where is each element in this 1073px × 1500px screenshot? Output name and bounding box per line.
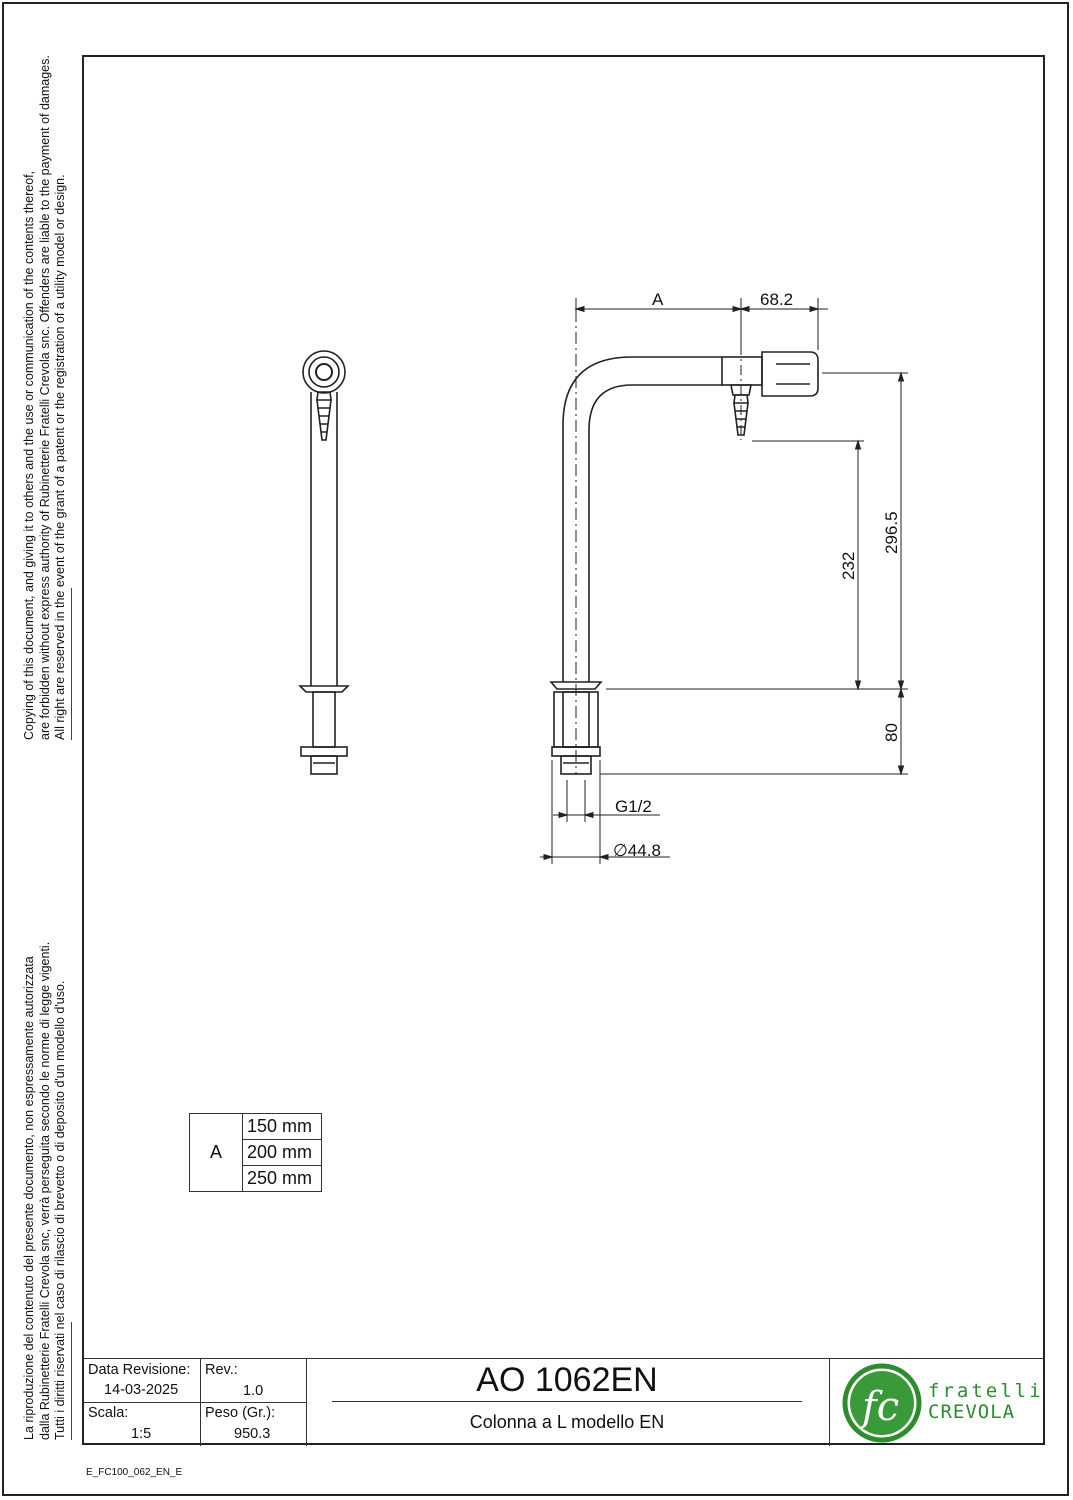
rev-date-label: Data Revisione: bbox=[88, 1362, 191, 1378]
logo-text-2: CREVOLA bbox=[928, 1401, 1016, 1423]
logo-mark: fc bbox=[862, 1384, 900, 1430]
dim-height-outlet: 232 bbox=[839, 551, 858, 580]
dim-thread: G1/2 bbox=[615, 797, 652, 816]
variant-value: 150 mm bbox=[243, 1114, 322, 1140]
logo-text-1: fratelli bbox=[928, 1380, 1044, 1402]
rev-label: Rev.: bbox=[205, 1362, 238, 1378]
dimension-lines bbox=[540, 298, 908, 864]
front-view bbox=[551, 310, 818, 775]
variants-table bbox=[189, 1113, 322, 1192]
weight-value: 950.3 bbox=[234, 1426, 271, 1442]
rev-value: 1.0 bbox=[243, 1383, 264, 1399]
notice-en-line: are forbidden without express authority of Rubinetterie Fratelli Crevola snc. Offenders are liable to the payment of damages. bbox=[37, 55, 52, 740]
side-view bbox=[300, 351, 348, 774]
notice-en-line: All right are reserved in the event of the grant of a patent or the registration of a utility model or design. bbox=[53, 174, 67, 740]
dim-height-total: 296.5 bbox=[882, 511, 901, 554]
document-id: E_FC100_062_EN_E bbox=[86, 1467, 183, 1478]
notice-it-line: dalla Rubinetterie Fratelli Crevola snc, verrà perseguita secondo le norme di legge vigenti. bbox=[37, 941, 52, 1440]
variant-value: 200 mm bbox=[243, 1140, 322, 1166]
drawing-description: Colonna a L modello EN bbox=[469, 1412, 665, 1432]
scale-value: 1:5 bbox=[131, 1426, 152, 1442]
dim-below-deck: 80 bbox=[882, 723, 901, 742]
variant-value: 250 mm bbox=[243, 1166, 322, 1192]
rev-date: 14-03-2025 bbox=[104, 1382, 179, 1398]
dim-reach-extra: 68.2 bbox=[760, 290, 794, 309]
notice-it-line: Tutti i diritti riservati nel caso di rilascio di brevetto o di deposito d'un modello d'uso. bbox=[53, 980, 67, 1440]
variants-key: A bbox=[190, 1114, 243, 1192]
scale-label: Scala: bbox=[88, 1405, 129, 1421]
weight-label: Peso (Gr.): bbox=[205, 1405, 276, 1421]
notice-en-line: Copying of this document, and giving it to others and the use or communication of the contents thereof, bbox=[22, 170, 36, 740]
notice-it-line: La riproduzione del contenuto del presente documento, non espressamente autorizzata bbox=[22, 956, 36, 1440]
brand-logo bbox=[842, 1362, 1042, 1444]
dim-a-label: A bbox=[652, 290, 664, 309]
dim-flange-diameter: ∅44.8 bbox=[613, 841, 661, 860]
title-block bbox=[82, 1358, 1045, 1446]
drawing-code: AO 1062EN bbox=[476, 1361, 658, 1399]
